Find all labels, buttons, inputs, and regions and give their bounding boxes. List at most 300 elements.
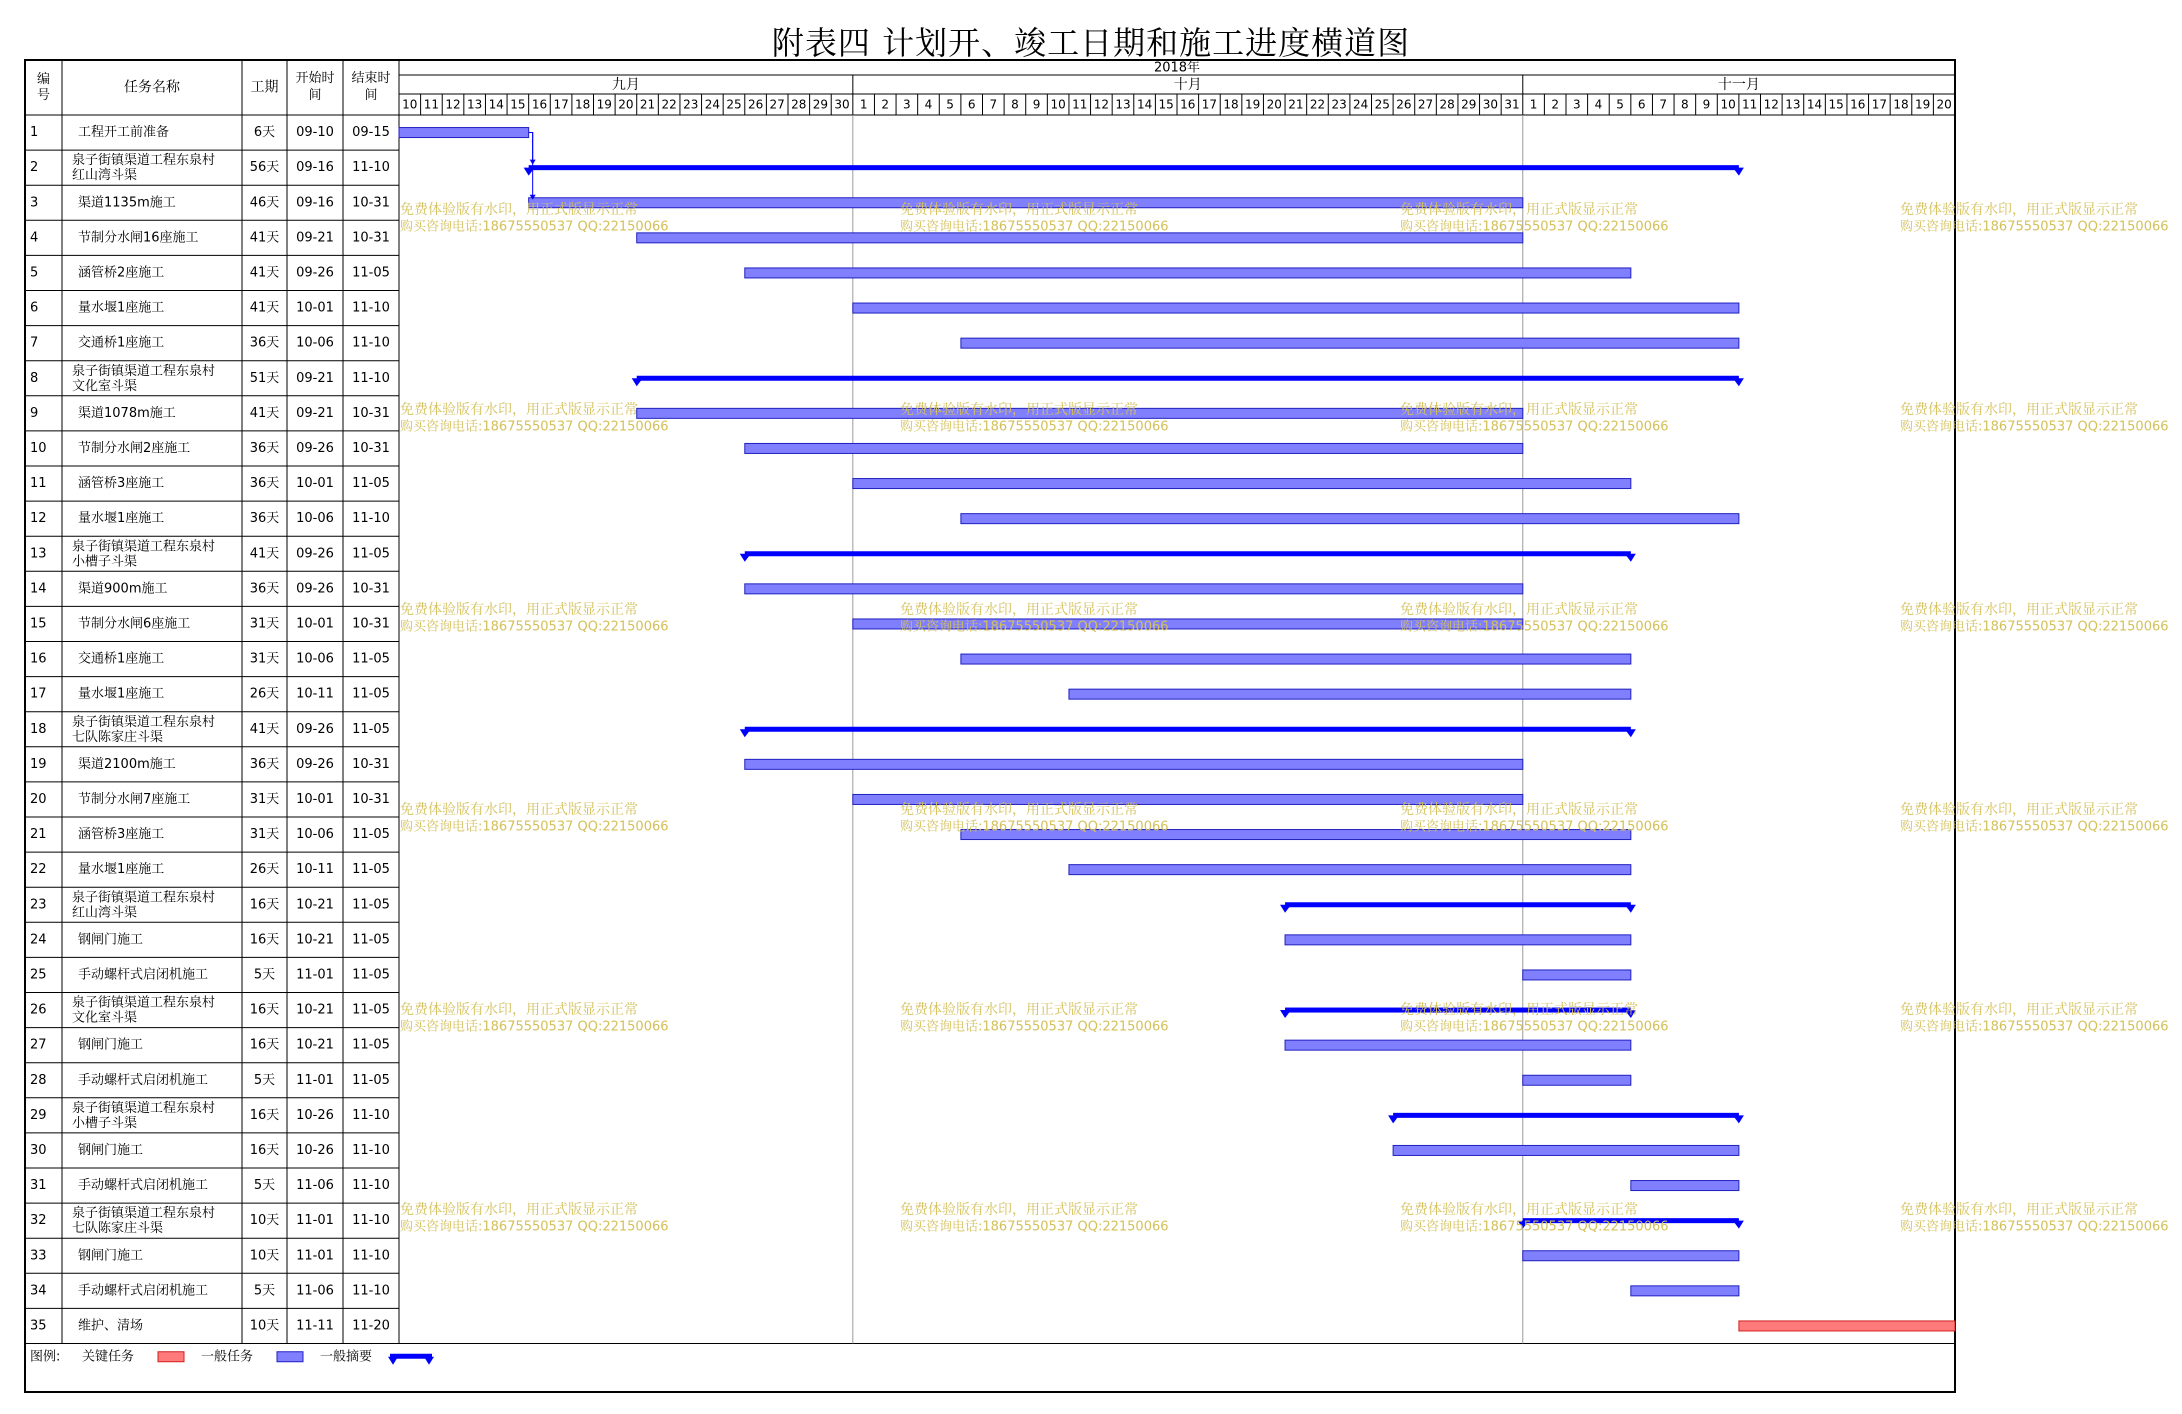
day-label: 5 — [946, 97, 954, 112]
task-duration: 5天 — [253, 1072, 276, 1088]
watermark-text: 购买咨询电话:18675550537 QQ:22150066 — [1900, 1219, 2169, 1235]
task-name: 节制分水闸7座施工 — [78, 791, 191, 807]
task-name: 手动螺杆式启闭机施工 — [78, 1072, 209, 1088]
task-start: 10-06 — [296, 651, 334, 667]
day-label: 1 — [859, 97, 868, 112]
task-bar — [853, 479, 1631, 489]
day-label: 21 — [639, 97, 656, 112]
task-id: 31 — [30, 1178, 47, 1194]
summary-cap-right — [1733, 1221, 1744, 1229]
dependency-link — [529, 133, 533, 162]
day-label: 11 — [1072, 97, 1088, 112]
day-label: 16 — [531, 97, 548, 112]
day-label: 20 — [1936, 97, 1952, 112]
day-label: 17 — [1871, 97, 1888, 112]
task-id: 1 — [30, 125, 39, 141]
day-label: 14 — [1136, 97, 1153, 112]
summary-cap-left — [1388, 1115, 1399, 1123]
watermark-text: 购买咨询电话:18675550537 QQ:22150066 — [1900, 619, 2169, 635]
task-start: 09-21 — [296, 230, 334, 246]
task-end: 11-05 — [352, 686, 390, 702]
watermark-text: 购买咨询电话:18675550537 QQ:22150066 — [400, 1019, 669, 1035]
task-duration: 16天 — [249, 1142, 280, 1158]
legend-summary-label: 一般摘要 — [320, 1349, 373, 1365]
task-name: 手动螺杆式启闭机施工 — [78, 1283, 209, 1299]
task-start: 09-21 — [296, 370, 334, 386]
task-id: 29 — [30, 1107, 47, 1123]
task-duration: 10天 — [249, 1213, 280, 1229]
watermark-text: 购买咨询电话:18675550537 QQ:22150066 — [400, 619, 669, 635]
header-start: 间 — [308, 88, 322, 103]
task-id: 2 — [30, 160, 39, 176]
summary-bar — [745, 551, 1631, 556]
task-name: 钢闸门施工 — [78, 1142, 144, 1158]
legend-summary-cap — [388, 1357, 398, 1365]
day-label: 13 — [1785, 97, 1801, 112]
task-duration: 16天 — [249, 1037, 280, 1053]
task-bar — [961, 654, 1631, 664]
task-id: 34 — [30, 1283, 47, 1299]
task-name: 手动螺杆式启闭机施工 — [78, 1178, 209, 1194]
task-start: 10-11 — [296, 686, 334, 702]
task-name: 泉子街镇渠道工程东泉村 — [72, 890, 216, 906]
year-label: 2018年 — [1153, 60, 1201, 76]
day-label: 19 — [1914, 97, 1931, 112]
task-start: 09-26 — [296, 721, 334, 737]
task-end: 11-10 — [352, 1248, 390, 1264]
task-id: 7 — [30, 335, 39, 351]
month-label-10: 十月 — [1173, 77, 1202, 93]
task-duration: 31天 — [249, 827, 280, 843]
day-label: 15 — [510, 97, 526, 112]
legend-normal-swatch — [277, 1352, 303, 1362]
watermark-text: 免费体验版有水印，用正式版显示正常 — [1400, 802, 1638, 818]
critical-task-bar — [1739, 1321, 1955, 1331]
task-bar — [1069, 865, 1631, 875]
header-end: 结束时 — [351, 71, 391, 86]
summary-bar — [745, 727, 1631, 732]
summary-cap-right — [1625, 729, 1636, 737]
watermark-text: 免费体验版有水印，用正式版显示正常 — [1900, 1002, 2138, 1018]
day-label: 7 — [989, 97, 998, 112]
task-end: 11-05 — [352, 721, 390, 737]
task-id: 4 — [30, 230, 39, 246]
task-id: 20 — [30, 791, 47, 807]
task-start: 10-26 — [296, 1142, 334, 1158]
day-label: 15 — [1828, 97, 1844, 112]
task-end: 10-31 — [352, 230, 390, 246]
task-duration: 41天 — [249, 230, 280, 246]
legend-critical-label: 关键任务 — [82, 1349, 135, 1365]
watermark-text: 购买咨询电话:18675550537 QQ:22150066 — [900, 819, 1169, 835]
legend-critical-swatch — [158, 1352, 184, 1362]
task-duration: 5天 — [253, 967, 276, 983]
dependency-link — [529, 133, 533, 197]
task-start: 10-06 — [296, 511, 334, 527]
task-start: 09-26 — [296, 546, 334, 562]
day-label: 19 — [1244, 97, 1261, 112]
watermark-text: 免费体验版有水印，用正式版显示正常 — [900, 402, 1138, 418]
task-bar — [745, 759, 1523, 769]
day-label: 24 — [704, 97, 721, 112]
task-name: 涵管桥3座施工 — [78, 476, 165, 492]
task-duration: 5天 — [253, 1178, 276, 1194]
summary-cap-left — [632, 378, 643, 386]
day-label: 26 — [747, 97, 764, 112]
legend-label: 图例: — [30, 1349, 61, 1365]
day-label: 27 — [1417, 97, 1434, 112]
task-end: 11-10 — [352, 1213, 390, 1229]
day-label: 23 — [1331, 97, 1347, 112]
watermark-text: 购买咨询电话:18675550537 QQ:22150066 — [900, 619, 1169, 635]
task-name: 泉子街镇渠道工程东泉村 — [72, 1206, 216, 1222]
task-name: 手动螺杆式启闭机施工 — [78, 967, 209, 983]
task-id: 17 — [30, 686, 47, 702]
task-name: 钢闸门施工 — [78, 1037, 144, 1053]
task-start: 10-11 — [296, 862, 334, 878]
watermark-text: 购买咨询电话:18675550537 QQ:22150066 — [900, 1219, 1169, 1235]
task-name: 节制分水闸16座施工 — [78, 230, 199, 246]
task-name: 渠道1135m施工 — [78, 195, 176, 211]
task-bar — [1523, 1251, 1739, 1261]
watermark-text: 免费体验版有水印，用正式版显示正常 — [400, 1002, 638, 1018]
watermark-text: 免费体验版有水印，用正式版显示正常 — [900, 1202, 1138, 1218]
task-name: 红山湾斗渠 — [72, 168, 138, 184]
task-id: 6 — [30, 300, 39, 316]
task-name: 文化室斗渠 — [72, 1010, 138, 1026]
watermark-text: 购买咨询电话:18675550537 QQ:22150066 — [1900, 819, 2169, 835]
day-label: 12 — [1763, 97, 1779, 112]
task-duration: 56天 — [249, 160, 280, 176]
day-label: 2 — [1551, 97, 1560, 112]
watermark-text: 免费体验版有水印，用正式版显示正常 — [1400, 202, 1638, 218]
task-name: 工程开工前准备 — [78, 125, 170, 141]
day-label: 29 — [1461, 97, 1477, 112]
day-label: 7 — [1659, 97, 1668, 112]
task-id: 22 — [30, 862, 47, 878]
summary-cap-left — [740, 554, 751, 562]
task-bar — [1285, 1040, 1631, 1050]
watermark-text: 免费体验版有水印，用正式版显示正常 — [400, 1202, 638, 1218]
day-label: 1 — [1529, 97, 1538, 112]
day-label: 20 — [618, 97, 634, 112]
day-label: 22 — [661, 97, 677, 112]
task-name: 维护、清场 — [78, 1318, 144, 1334]
watermark-text: 购买咨询电话:18675550537 QQ:22150066 — [900, 219, 1169, 235]
task-end: 11-10 — [352, 335, 390, 351]
task-name: 泉子街镇渠道工程东泉村 — [72, 995, 216, 1011]
summary-cap-left — [1280, 1010, 1291, 1018]
watermark-text: 免费体验版有水印，用正式版显示正常 — [1400, 1202, 1638, 1218]
task-end: 11-05 — [352, 862, 390, 878]
day-label: 23 — [683, 97, 699, 112]
task-end: 10-31 — [352, 791, 390, 807]
task-id: 27 — [30, 1037, 47, 1053]
task-end: 11-10 — [352, 1107, 390, 1123]
task-end: 11-05 — [352, 546, 390, 562]
summary-bar — [637, 376, 1739, 381]
task-duration: 10天 — [249, 1248, 280, 1264]
task-start: 10-21 — [296, 1037, 334, 1053]
task-duration: 36天 — [249, 581, 280, 597]
task-start: 10-01 — [296, 791, 334, 807]
day-label: 4 — [1594, 97, 1603, 112]
watermark-text: 免费体验版有水印，用正式版显示正常 — [900, 802, 1138, 818]
task-id: 30 — [30, 1142, 47, 1158]
task-name: 小槽子斗渠 — [72, 1115, 138, 1131]
task-end: 11-05 — [352, 476, 390, 492]
task-id: 24 — [30, 932, 47, 948]
task-start: 10-01 — [296, 476, 334, 492]
watermark-text: 免费体验版有水印，用正式版显示正常 — [400, 202, 638, 218]
watermark-text: 免费体验版有水印，用正式版显示正常 — [400, 402, 638, 418]
task-duration: 41天 — [249, 265, 280, 281]
task-duration: 31天 — [249, 651, 280, 667]
day-label: 24 — [1353, 97, 1369, 112]
watermark-text: 免费体验版有水印，用正式版显示正常 — [1900, 602, 2138, 618]
day-label: 11 — [423, 97, 440, 112]
task-end: 10-31 — [352, 756, 390, 772]
task-start: 11-01 — [296, 1213, 334, 1229]
task-start: 10-21 — [296, 897, 334, 913]
day-label: 13 — [466, 97, 483, 112]
day-label: 9 — [1702, 97, 1711, 112]
day-label: 2 — [881, 97, 890, 112]
summary-bar — [1285, 902, 1631, 907]
day-label: 26 — [1396, 97, 1412, 112]
day-label: 6 — [967, 97, 976, 112]
task-start: 11-06 — [296, 1283, 334, 1299]
task-id: 11 — [30, 476, 47, 492]
task-id: 26 — [30, 1002, 47, 1018]
task-id: 3 — [30, 195, 39, 211]
task-id: 32 — [30, 1213, 47, 1229]
task-end: 11-05 — [352, 1072, 390, 1088]
task-name: 七队陈家庄斗渠 — [72, 1221, 164, 1237]
task-start: 11-01 — [296, 1248, 334, 1264]
task-name: 涵管桥2座施工 — [78, 265, 165, 281]
day-label: 14 — [488, 97, 504, 112]
task-id: 10 — [30, 440, 47, 456]
task-name: 泉子街镇渠道工程东泉村 — [72, 1100, 216, 1116]
summary-bar — [529, 165, 1739, 170]
watermark-text: 购买咨询电话:18675550537 QQ:22150066 — [1400, 619, 1669, 635]
task-bar — [961, 338, 1739, 348]
day-label: 17 — [1201, 97, 1218, 112]
day-label: 25 — [726, 97, 742, 112]
task-end: 10-31 — [352, 581, 390, 597]
watermark-text: 免费体验版有水印，用正式版显示正常 — [400, 602, 638, 618]
task-start: 11-01 — [296, 967, 334, 983]
day-label: 30 — [834, 97, 850, 112]
day-label: 28 — [791, 97, 807, 112]
task-start: 09-21 — [296, 405, 334, 421]
task-name: 交通桥1座施工 — [78, 651, 165, 667]
task-duration: 16天 — [249, 932, 280, 948]
task-end: 11-05 — [352, 827, 390, 843]
day-label: 3 — [1572, 97, 1581, 112]
day-label: 20 — [1266, 97, 1282, 112]
task-end: 11-10 — [352, 160, 390, 176]
header-start: 开始时 — [295, 71, 335, 86]
task-duration: 36天 — [249, 756, 280, 772]
task-name: 量水堰1座施工 — [78, 300, 165, 316]
task-bar — [1631, 1286, 1739, 1296]
day-label: 18 — [1893, 97, 1909, 112]
task-id: 21 — [30, 827, 47, 843]
task-bar — [1631, 1181, 1739, 1191]
summary-cap-right — [1625, 554, 1636, 562]
day-label: 6 — [1637, 97, 1646, 112]
task-duration: 26天 — [249, 862, 280, 878]
task-duration: 10天 — [249, 1318, 280, 1334]
month-label-9: 九月 — [611, 77, 640, 93]
task-bar — [1069, 689, 1631, 699]
day-label: 16 — [1850, 97, 1866, 112]
task-id: 23 — [30, 897, 47, 913]
task-start: 11-01 — [296, 1072, 334, 1088]
task-bar — [961, 514, 1739, 524]
task-id: 28 — [30, 1072, 47, 1088]
summary-cap-left — [1280, 905, 1291, 913]
task-name: 渠道1078m施工 — [78, 405, 176, 421]
task-duration: 31天 — [249, 791, 280, 807]
task-id: 25 — [30, 967, 47, 983]
task-start: 09-16 — [296, 195, 334, 211]
day-label: 15 — [1158, 97, 1174, 112]
day-label: 29 — [812, 97, 829, 112]
task-id: 35 — [30, 1318, 47, 1334]
task-name: 节制分水闸2座施工 — [78, 440, 191, 456]
task-bar — [1285, 935, 1631, 945]
task-name: 交通桥1座施工 — [78, 335, 165, 351]
header-name: 任务名称 — [124, 79, 180, 96]
watermark-text: 购买咨询电话:18675550537 QQ:22150066 — [1400, 1219, 1669, 1235]
task-name: 渠道2100m施工 — [78, 756, 176, 772]
watermark-text: 免费体验版有水印，用正式版显示正常 — [400, 802, 638, 818]
task-end: 11-10 — [352, 1178, 390, 1194]
summary-bar — [1393, 1113, 1739, 1118]
summary-cap-right — [1733, 378, 1744, 386]
task-start: 10-21 — [296, 1002, 334, 1018]
task-end: 11-10 — [352, 1283, 390, 1299]
task-name: 量水堰1座施工 — [78, 686, 165, 702]
watermark-text: 免费体验版有水印，用正式版显示正常 — [1900, 402, 2138, 418]
day-label: 9 — [1032, 97, 1041, 112]
task-end: 10-31 — [352, 440, 390, 456]
task-name: 涵管桥3座施工 — [78, 827, 165, 843]
day-label: 31 — [1504, 97, 1520, 112]
watermark-text: 免费体验版有水印，用正式版显示正常 — [1900, 1202, 2138, 1218]
task-name: 泉子街镇渠道工程东泉村 — [72, 539, 216, 555]
watermark-text: 免费体验版有水印，用正式版显示正常 — [1400, 402, 1638, 418]
day-label: 10 — [1050, 97, 1066, 112]
task-start: 09-10 — [296, 125, 334, 141]
task-start: 10-26 — [296, 1107, 334, 1123]
task-end: 11-05 — [352, 932, 390, 948]
task-bar — [1393, 1145, 1739, 1155]
task-end: 11-10 — [352, 1142, 390, 1158]
day-label: 8 — [1681, 97, 1689, 112]
task-duration: 36天 — [249, 335, 280, 351]
task-id: 5 — [30, 265, 39, 281]
watermark-text: 购买咨询电话:18675550537 QQ:22150066 — [900, 1019, 1169, 1035]
task-duration: 41天 — [249, 300, 280, 316]
task-duration: 6天 — [253, 125, 276, 141]
task-id: 15 — [30, 616, 47, 632]
task-id: 12 — [30, 511, 47, 527]
task-bar — [745, 443, 1523, 453]
task-id: 19 — [30, 756, 47, 772]
day-label: 30 — [1482, 97, 1499, 112]
month-label-11: 十一月 — [1717, 77, 1760, 93]
task-end: 11-10 — [352, 511, 390, 527]
task-name: 渠道900m施工 — [78, 581, 168, 597]
day-label: 17 — [553, 97, 569, 112]
day-label: 18 — [575, 97, 591, 112]
task-bar — [853, 303, 1739, 313]
task-duration: 16天 — [249, 1002, 280, 1018]
task-start: 10-01 — [296, 300, 334, 316]
task-id: 18 — [30, 721, 47, 737]
task-name: 泉子街镇渠道工程东泉村 — [72, 153, 216, 169]
task-end: 11-05 — [352, 265, 390, 281]
task-start: 10-21 — [296, 932, 334, 948]
day-label: 25 — [1374, 97, 1390, 112]
task-name: 量水堰1座施工 — [78, 511, 165, 527]
task-start: 09-26 — [296, 756, 334, 772]
day-label: 18 — [1223, 97, 1239, 112]
watermark-text: 购买咨询电话:18675550537 QQ:22150066 — [1400, 419, 1669, 435]
day-label: 10 — [402, 97, 418, 112]
day-label: 12 — [1093, 97, 1110, 112]
task-start: 09-26 — [296, 581, 334, 597]
task-duration: 26天 — [249, 686, 280, 702]
task-name: 红山湾斗渠 — [72, 905, 138, 921]
task-name: 钢闸门施工 — [78, 1248, 144, 1264]
task-id: 13 — [30, 546, 47, 562]
day-label: 4 — [924, 97, 933, 112]
day-label: 10 — [1720, 97, 1736, 112]
page-title: 附表四 计划开、竣工日期和施工进度横道图 — [771, 24, 1411, 62]
task-end: 10-31 — [352, 195, 390, 211]
summary-cap-right — [1733, 168, 1744, 176]
day-label: 19 — [596, 97, 612, 112]
watermark-text: 购买咨询电话:18675550537 QQ:22150066 — [1900, 1019, 2169, 1035]
task-name: 小槽子斗渠 — [72, 554, 138, 570]
task-start: 09-26 — [296, 440, 334, 456]
task-name: 钢闸门施工 — [78, 932, 144, 948]
task-duration: 36天 — [249, 476, 280, 492]
watermark-text: 免费体验版有水印，用正式版显示正常 — [900, 1002, 1138, 1018]
watermark-text: 免费体验版有水印，用正式版显示正常 — [1900, 802, 2138, 818]
task-bar — [745, 268, 1631, 278]
day-label: 13 — [1115, 97, 1131, 112]
task-duration: 46天 — [249, 195, 280, 211]
task-duration: 36天 — [249, 440, 280, 456]
task-start: 09-26 — [296, 265, 334, 281]
day-label: 11 — [1742, 97, 1758, 112]
watermark-text: 购买咨询电话:18675550537 QQ:22150066 — [1400, 819, 1669, 835]
task-duration: 41天 — [249, 546, 280, 562]
task-end: 10-31 — [352, 405, 390, 421]
task-id: 9 — [30, 405, 39, 421]
day-label: 14 — [1806, 97, 1823, 112]
task-name: 节制分水闸6座施工 — [78, 616, 191, 632]
watermark-text: 购买咨询电话:18675550537 QQ:22150066 — [1900, 219, 2169, 235]
task-bar — [1523, 970, 1631, 980]
task-id: 16 — [30, 651, 47, 667]
